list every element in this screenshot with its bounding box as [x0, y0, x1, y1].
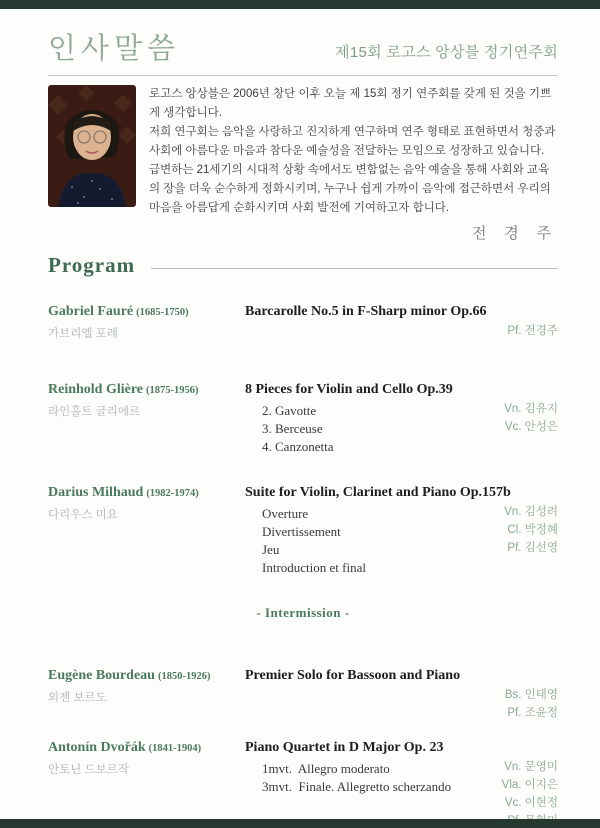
composer-name: Eugène Bourdeau (1850-1926) — [48, 667, 211, 683]
composer-korean-name: 안토닌 드보르작 — [48, 763, 129, 776]
program-entry — [48, 666, 558, 722]
movement: Jeu — [262, 541, 280, 557]
piece-title: 8 Pieces for Violin and Cello Op.39 — [245, 381, 453, 397]
intermission-label: - Intermission - — [256, 604, 350, 620]
greeting-text — [149, 85, 558, 218]
greeting-paragraph: 급변하는 21세기의 시대적 상황 속에서도 변함없는 음악 예술을 통해 사회와 교육의 장을 더욱 순수하게 정화시키며, 누구나 쉽게 가까이 음악에 접근하면서 우리의 마음을 아름답게 순화시키며 사회 발전에 기여하고자 합니다. — [149, 163, 551, 214]
movement: 2. Gavotte — [262, 402, 317, 418]
performer: Pf. 전경주 — [507, 324, 558, 337]
composer-dates: (1875-1956) — [146, 384, 199, 396]
program-entry — [48, 380, 558, 456]
composer-dates: (1982-1974) — [146, 487, 199, 499]
portrait-photo — [48, 85, 136, 207]
program-entry — [48, 302, 558, 341]
performer: Vc. 이현정 — [504, 796, 558, 809]
movement: Introduction et final — [262, 559, 366, 575]
composer-dates: (1841-1904) — [148, 742, 202, 754]
greeting-section — [48, 85, 558, 218]
program-entry — [48, 738, 558, 809]
performer: Vn. 김유지 — [504, 402, 558, 415]
composer-korean-name: 라인홀트 글리에르 — [48, 405, 141, 418]
program-entry — [48, 483, 558, 577]
movement: 3. Berceuse — [262, 420, 323, 436]
composer-dates: (1685-1750) — [136, 306, 189, 318]
greeting-paragraph: 저희 연구회는 음악을 사랑하고 진지하게 연구하며 연주 형태로 표현하면서 청중과 사회에 아름다운 마음과 참다운 예술성을 전달하는 모임으로 성장하고 있습니다. — [149, 125, 556, 157]
performer: Vn. 김성려 — [504, 505, 558, 518]
movement: 3mvt. Finale. Allegretto scherzando — [262, 778, 452, 794]
performer: Bs. 인태영 — [504, 688, 558, 701]
page-title: 인사말씀 — [48, 33, 181, 65]
page-header — [48, 34, 558, 66]
signature: 전 경 주 — [472, 225, 558, 242]
header-divider — [48, 75, 558, 76]
movement: Overture — [262, 505, 309, 521]
program-heading: Program — [48, 252, 136, 277]
performer: Pf. 조윤정 — [507, 706, 558, 719]
program-divider — [151, 268, 558, 269]
top-edge-bar — [0, 0, 600, 9]
performer: Vn. 문영미 — [504, 760, 558, 773]
composer-korean-name: 다리우스 미요 — [48, 508, 118, 521]
performer: Pf. 김선영 — [507, 541, 558, 554]
composer-name: Gabriel Fauré (1685-1750) — [48, 303, 189, 319]
composer-name: Reinhold Glière (1875-1956) — [48, 381, 199, 397]
piece-title: Premier Solo for Bassoon and Piano — [245, 667, 461, 683]
piece-title: Suite for Violin, Clarinet and Piano Op.157b — [245, 484, 511, 500]
composer-korean-name: 외젠 보르도 — [48, 691, 107, 704]
movement: Divertissement — [262, 523, 341, 539]
composer-dates: (1850-1926) — [157, 670, 211, 682]
piece-title: Piano Quartet in D Major Op. 23 — [245, 739, 444, 755]
composer-name: Antonín Dvořák (1841-1904) — [48, 739, 202, 755]
performer: Vla. 이지은 — [501, 778, 558, 791]
movement: 1mvt. Allegro moderato — [262, 760, 390, 776]
movement: 4. Canzonetta — [262, 438, 334, 454]
composer-name: Darius Milhaud (1982-1974) — [48, 484, 199, 500]
performer: Cl. 박정혜 — [507, 523, 558, 536]
performer: Vc. 안성은 — [504, 420, 558, 433]
composer-korean-name: 가브리엘 포레 — [48, 327, 118, 340]
greeting-paragraph: 로고스 앙상블은 2006년 창단 이후 오늘 제 15회 정기 연주회를 갖게 된 것을 기쁘게 생각합니다. — [149, 87, 552, 119]
piece-title: Barcarolle No.5 in F-Sharp minor Op.66 — [245, 303, 487, 319]
program-header — [48, 253, 558, 278]
bottom-edge-bar — [0, 819, 600, 828]
page-subtitle: 제15회 로고스 앙상블 정기연주회 — [335, 43, 558, 61]
